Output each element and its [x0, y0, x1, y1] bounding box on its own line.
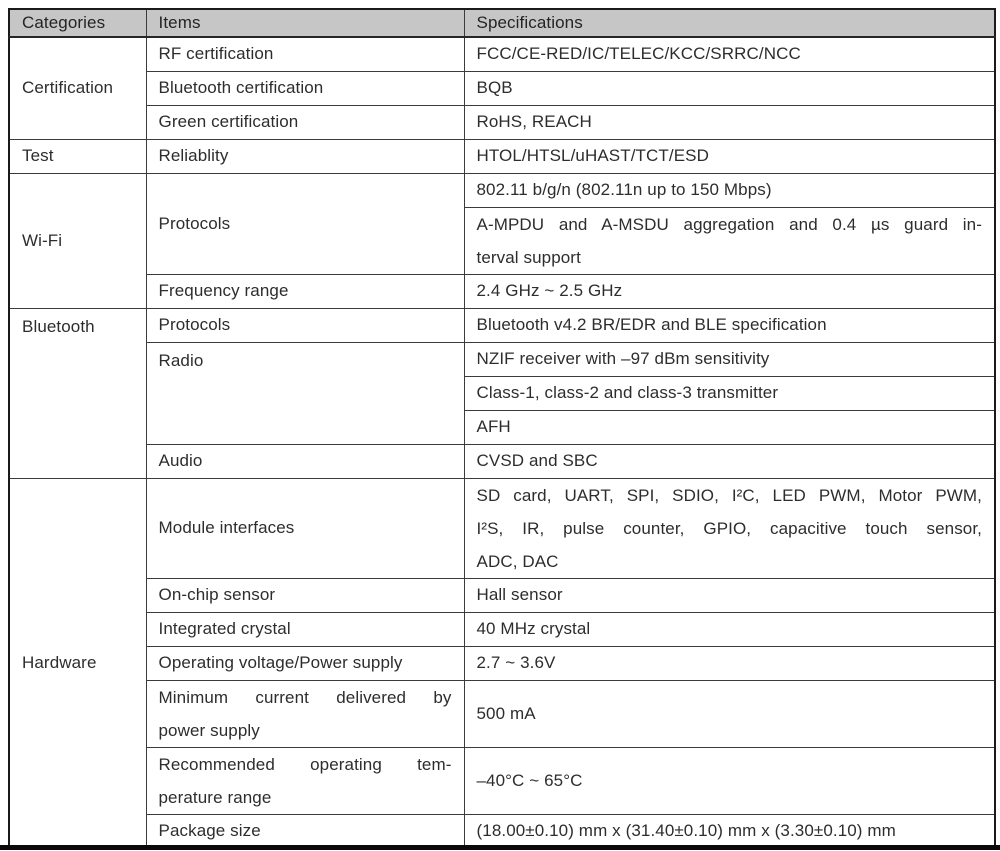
bottom-rule [0, 845, 1000, 850]
category-hardware: Hardware [9, 478, 146, 848]
header-row [9, 9, 995, 37]
spec-bt-radio-nzif: NZIF receiver with –97 dBm sensitivity [464, 342, 995, 376]
table-row [9, 444, 995, 478]
column-header-specifications: Specifications [464, 9, 995, 37]
item-minimum-current: Minimum current delivered by power supply [146, 680, 464, 747]
table-row [9, 105, 995, 139]
spec-reliablity: HTOL/HTSL/uHAST/TCT/ESD [464, 139, 995, 173]
item-bt-audio: Audio [146, 444, 464, 478]
table-row [9, 173, 995, 207]
spec-onchip-sensor: Hall sensor [464, 578, 995, 612]
spec-frequency-range: 2.4 GHz ~ 2.5 GHz [464, 274, 995, 308]
item-bt-protocols: Protocols [146, 308, 464, 342]
item-bluetooth-certification: Bluetooth certification [146, 71, 464, 105]
spec-bt-radio-afh: AFH [464, 410, 995, 444]
category-bluetooth: Bluetooth [9, 308, 146, 478]
table-row [9, 814, 995, 848]
item-operating-temperature: Recommended operating tem- perature range [146, 747, 464, 814]
item-reliablity: Reliablity [146, 139, 464, 173]
spec-bt-protocols: Bluetooth v4.2 BR/EDR and BLE specification [464, 308, 995, 342]
item-bt-radio: Radio [146, 342, 464, 444]
item-wifi-protocols: Protocols [146, 173, 464, 274]
category-test: Test [9, 139, 146, 173]
item-operating-voltage: Operating voltage/Power supply [146, 646, 464, 680]
table-row [9, 37, 995, 71]
table-row [9, 274, 995, 308]
spec-module-interfaces: SD card, UART, SPI, SDIO, I²C, LED PWM, Motor PWM, I²S, IR, pulse counter, GPIO, capacitive touch sensor, ADC, DAC [464, 478, 995, 578]
item-onchip-sensor: On-chip sensor [146, 578, 464, 612]
spec-wifi-ampdu: A-MPDU and A-MSDU aggregation and 0.4 µs guard in- terval support [464, 207, 995, 274]
spec-rf-certification: FCC/CE-RED/IC/TELEC/KCC/SRRC/NCC [464, 37, 995, 71]
item-integrated-crystal: Integrated crystal [146, 612, 464, 646]
item-module-interfaces: Module interfaces [146, 478, 464, 578]
spec-operating-voltage: 2.7 ~ 3.6V [464, 646, 995, 680]
table-row [9, 342, 995, 376]
table-row [9, 308, 995, 342]
spec-table [8, 8, 996, 849]
spec-bt-radio-class: Class-1, class-2 and class-3 transmitter [464, 376, 995, 410]
item-frequency-range: Frequency range [146, 274, 464, 308]
column-header-items: Items [146, 9, 464, 37]
table-row [9, 578, 995, 612]
spec-bluetooth-certification: BQB [464, 71, 995, 105]
item-package-size: Package size [146, 814, 464, 848]
table-row [9, 139, 995, 173]
spec-bt-audio: CVSD and SBC [464, 444, 995, 478]
table-row [9, 680, 995, 747]
column-header-categories: Categories [9, 9, 146, 37]
spec-integrated-crystal: 40 MHz crystal [464, 612, 995, 646]
table-row [9, 71, 995, 105]
category-certification: Certification [9, 37, 146, 139]
table-row [9, 646, 995, 680]
table-row [9, 478, 995, 578]
spec-minimum-current: 500 mA [464, 680, 995, 747]
spec-package-size: (18.00±0.10) mm x (31.40±0.10) mm x (3.30±0.10) mm [464, 814, 995, 848]
table-row [9, 747, 995, 814]
spec-green-certification: RoHS, REACH [464, 105, 995, 139]
spec-wifi-80211: 802.11 b/g/n (802.11n up to 150 Mbps) [464, 173, 995, 207]
spec-operating-temperature: –40°C ~ 65°C [464, 747, 995, 814]
item-rf-certification: RF certification [146, 37, 464, 71]
item-green-certification: Green certification [146, 105, 464, 139]
category-wifi: Wi-Fi [9, 173, 146, 308]
table-row [9, 612, 995, 646]
